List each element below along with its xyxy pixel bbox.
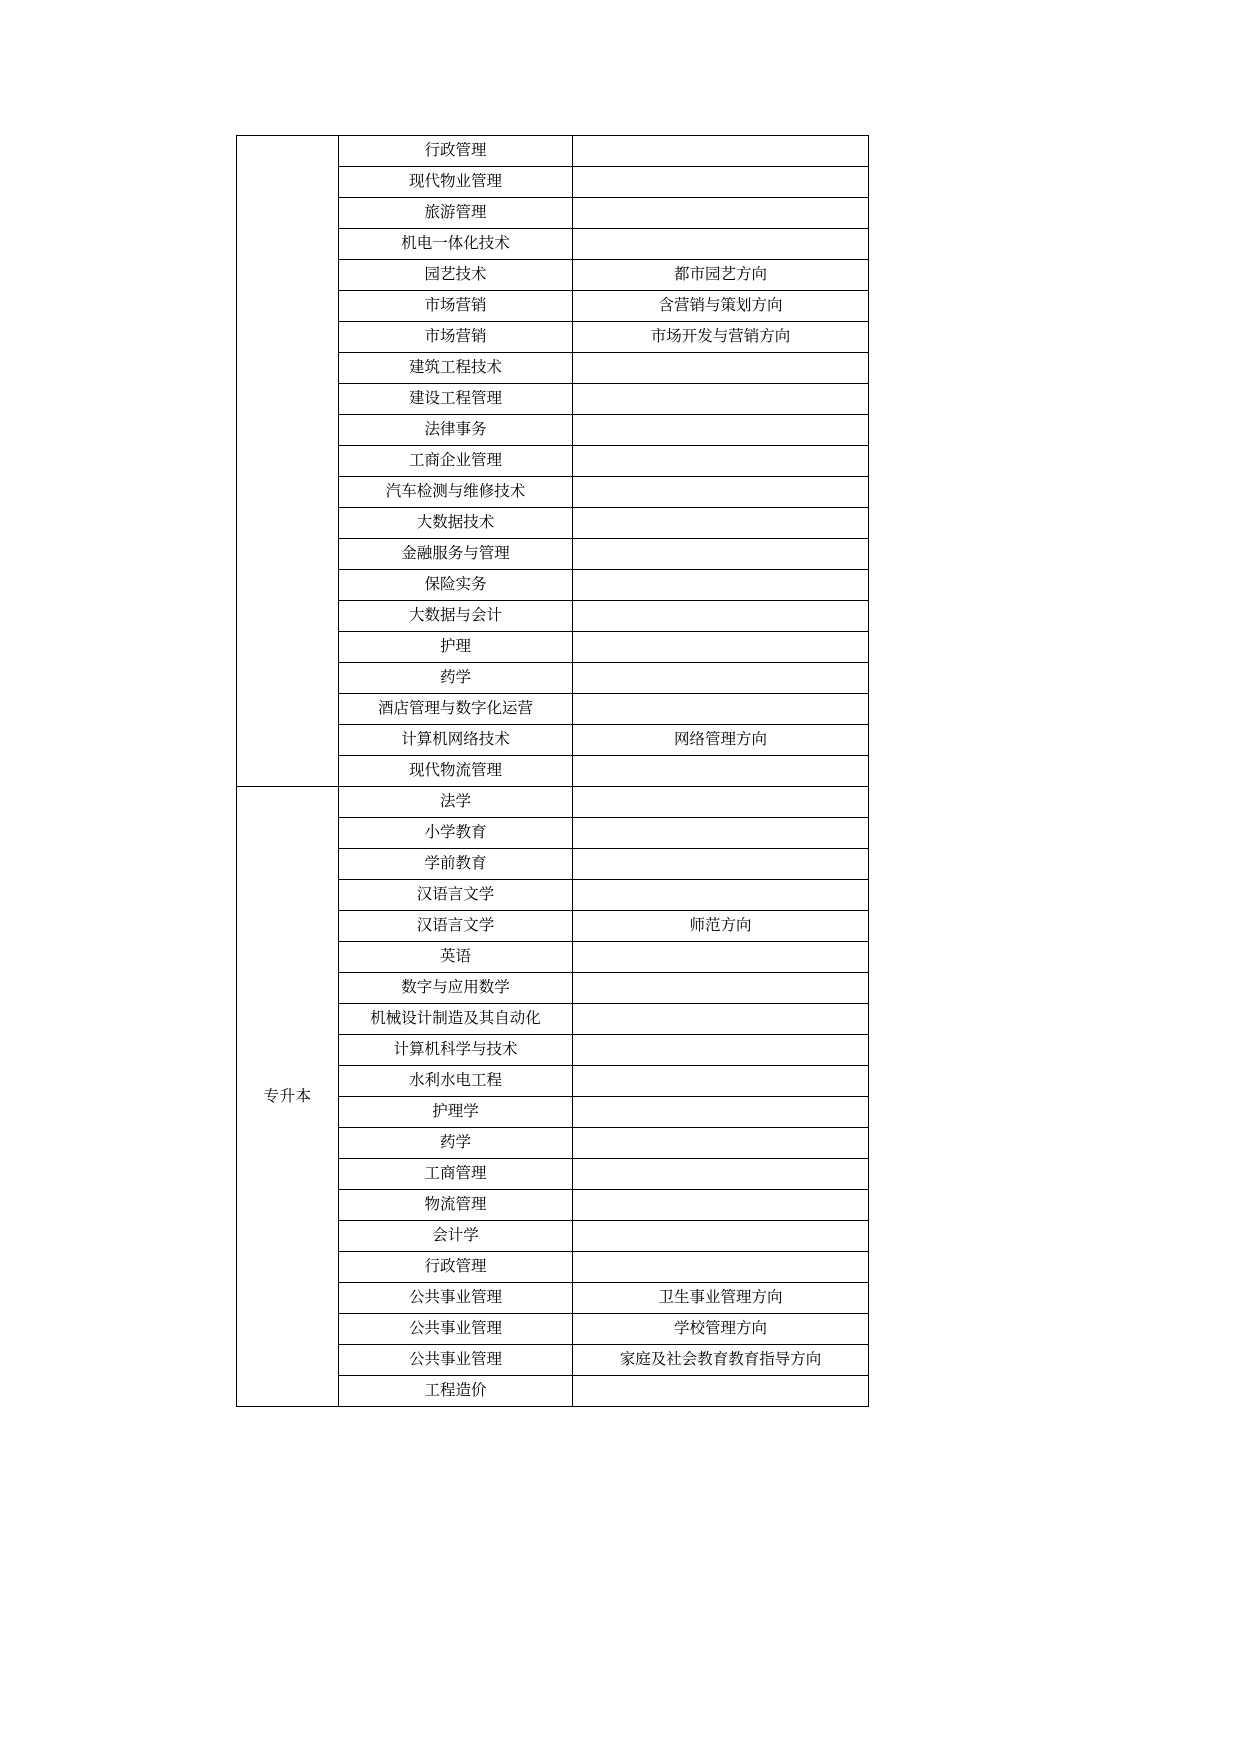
study-level-cell: 专升本 — [237, 787, 339, 1407]
major-name-cell: 大数据与会计 — [339, 601, 573, 632]
major-name-cell: 公共事业管理 — [339, 1345, 573, 1376]
major-direction-cell: 网络管理方向 — [573, 725, 869, 756]
major-direction-cell: 家庭及社会教育教育指导方向 — [573, 1345, 869, 1376]
major-direction-cell — [573, 632, 869, 663]
major-direction-cell: 含营销与策划方向 — [573, 291, 869, 322]
major-name-cell: 旅游管理 — [339, 198, 573, 229]
major-name-cell: 物流管理 — [339, 1190, 573, 1221]
major-direction-cell: 市场开发与营销方向 — [573, 322, 869, 353]
major-direction-cell — [573, 942, 869, 973]
major-direction-cell — [573, 446, 869, 477]
major-direction-cell — [573, 973, 869, 1004]
major-direction-cell — [573, 1221, 869, 1252]
major-direction-cell — [573, 880, 869, 911]
major-name-cell: 工商企业管理 — [339, 446, 573, 477]
major-name-cell: 行政管理 — [339, 136, 573, 167]
major-direction-cell — [573, 570, 869, 601]
majors-table-body — [237, 136, 869, 1407]
major-direction-cell — [573, 508, 869, 539]
major-direction-cell — [573, 167, 869, 198]
major-name-cell: 市场营销 — [339, 291, 573, 322]
major-name-cell: 药学 — [339, 663, 573, 694]
major-name-cell: 工程造价 — [339, 1376, 573, 1407]
major-name-cell: 机械设计制造及其自动化 — [339, 1004, 573, 1035]
major-direction-cell: 师范方向 — [573, 911, 869, 942]
major-name-cell: 护理 — [339, 632, 573, 663]
major-direction-cell — [573, 694, 869, 725]
major-direction-cell — [573, 353, 869, 384]
major-direction-cell: 学校管理方向 — [573, 1314, 869, 1345]
major-direction-cell — [573, 477, 869, 508]
major-direction-cell — [573, 1190, 869, 1221]
major-name-cell: 英语 — [339, 942, 573, 973]
major-name-cell: 汉语言文学 — [339, 911, 573, 942]
major-name-cell: 水利水电工程 — [339, 1066, 573, 1097]
major-name-cell: 现代物业管理 — [339, 167, 573, 198]
major-name-cell: 建筑工程技术 — [339, 353, 573, 384]
major-direction-cell — [573, 1252, 869, 1283]
major-direction-cell — [573, 1035, 869, 1066]
major-direction-cell — [573, 601, 869, 632]
major-direction-cell — [573, 756, 869, 787]
major-direction-cell — [573, 818, 869, 849]
major-direction-cell — [573, 384, 869, 415]
major-name-cell: 护理学 — [339, 1097, 573, 1128]
major-name-cell: 保险实务 — [339, 570, 573, 601]
major-direction-cell — [573, 1066, 869, 1097]
major-name-cell: 公共事业管理 — [339, 1314, 573, 1345]
major-name-cell: 法学 — [339, 787, 573, 818]
major-direction-cell — [573, 415, 869, 446]
major-name-cell: 金融服务与管理 — [339, 539, 573, 570]
major-name-cell: 公共事业管理 — [339, 1283, 573, 1314]
major-direction-cell — [573, 1159, 869, 1190]
major-name-cell: 行政管理 — [339, 1252, 573, 1283]
major-name-cell: 计算机网络技术 — [339, 725, 573, 756]
major-name-cell: 数字与应用数学 — [339, 973, 573, 1004]
major-name-cell: 汉语言文学 — [339, 880, 573, 911]
major-name-cell: 大数据技术 — [339, 508, 573, 539]
major-name-cell: 小学教育 — [339, 818, 573, 849]
major-direction-cell — [573, 787, 869, 818]
major-direction-cell — [573, 663, 869, 694]
major-name-cell: 药学 — [339, 1128, 573, 1159]
major-name-cell: 园艺技术 — [339, 260, 573, 291]
major-name-cell: 会计学 — [339, 1221, 573, 1252]
majors-table — [236, 135, 869, 1407]
major-name-cell: 工商管理 — [339, 1159, 573, 1190]
major-direction-cell — [573, 198, 869, 229]
major-direction-cell: 卫生事业管理方向 — [573, 1283, 869, 1314]
majors-table-container — [236, 135, 868, 1407]
major-direction-cell — [573, 1097, 869, 1128]
major-direction-cell — [573, 229, 869, 260]
major-direction-cell — [573, 1128, 869, 1159]
table-row — [237, 136, 869, 167]
table-row — [237, 787, 869, 818]
major-direction-cell — [573, 539, 869, 570]
major-name-cell: 汽车检测与维修技术 — [339, 477, 573, 508]
major-name-cell: 酒店管理与数字化运营 — [339, 694, 573, 725]
major-name-cell: 机电一体化技术 — [339, 229, 573, 260]
major-direction-cell: 都市园艺方向 — [573, 260, 869, 291]
major-name-cell: 建设工程管理 — [339, 384, 573, 415]
major-name-cell: 学前教育 — [339, 849, 573, 880]
major-name-cell: 法律事务 — [339, 415, 573, 446]
major-direction-cell — [573, 1004, 869, 1035]
study-level-cell — [237, 136, 339, 787]
major-name-cell: 现代物流管理 — [339, 756, 573, 787]
major-direction-cell — [573, 849, 869, 880]
major-direction-cell — [573, 136, 869, 167]
major-name-cell: 市场营销 — [339, 322, 573, 353]
major-direction-cell — [573, 1376, 869, 1407]
major-name-cell: 计算机科学与技术 — [339, 1035, 573, 1066]
